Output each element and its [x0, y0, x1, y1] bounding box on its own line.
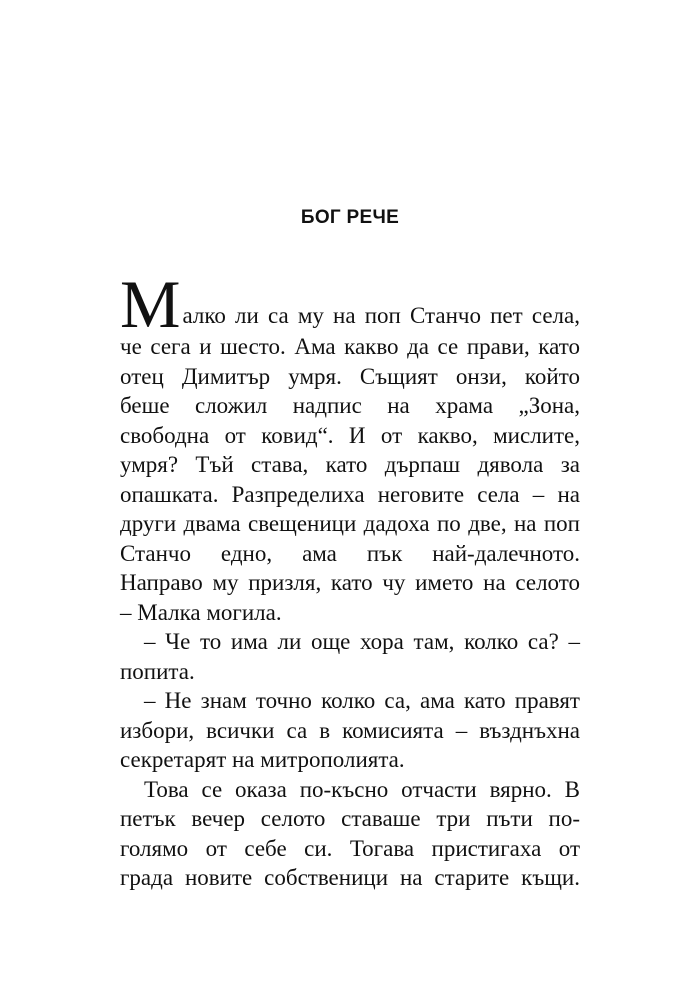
text-line: беше сложил надпис на храма „Зона, — [120, 393, 580, 418]
text-line: други двама свещеници дадоха по две, на поп — [120, 511, 580, 536]
text-line: попита. — [120, 658, 195, 684]
text-line: петък вечер селото ставаше три пъти по- — [120, 806, 580, 831]
text-line: че сега и шесто. Ама какво да се прави, като — [120, 334, 580, 359]
text-line: умря? Тъй става, като дърпаш дявола за — [120, 452, 580, 477]
text-line: Това се оказа по-късно отчасти вярно. В — [144, 776, 580, 802]
text-line: Станчо едно, ама пък най-далечното. — [120, 540, 580, 566]
text-line: избори, всички са в комисията – възднъхна — [120, 717, 580, 743]
chapter-body — [120, 260, 580, 893]
text-line: – Че то има ли още хора там, колко са? – — [144, 629, 580, 654]
chapter-title: БОГ РЕЧЕ — [300, 207, 400, 228]
text-line: опашката. Разпределиха неговите села – на — [120, 481, 580, 507]
text-line: голямо от себе си. Тогава пристигаха от — [120, 835, 580, 861]
text-line: секретарят на митрополията. — [120, 747, 405, 772]
text-line: отец Димитър умря. Същият онзи, който — [120, 363, 580, 389]
text-line: – Малка могила. — [120, 599, 282, 625]
text-line: Направо му призля, като чу името на селото — [120, 570, 580, 595]
drop-cap: М — [120, 266, 181, 342]
first-line-text: алко ли са му на поп Станчо пет села, — [182, 302, 580, 328]
text-line: свободна от ковид“. И от какво, мислите, — [120, 422, 580, 448]
text-line: града новите собственици на старите къщи. — [120, 865, 580, 890]
text-line: – Не знам точно колко са, ама като правят — [144, 688, 580, 713]
first-line — [120, 260, 580, 342]
